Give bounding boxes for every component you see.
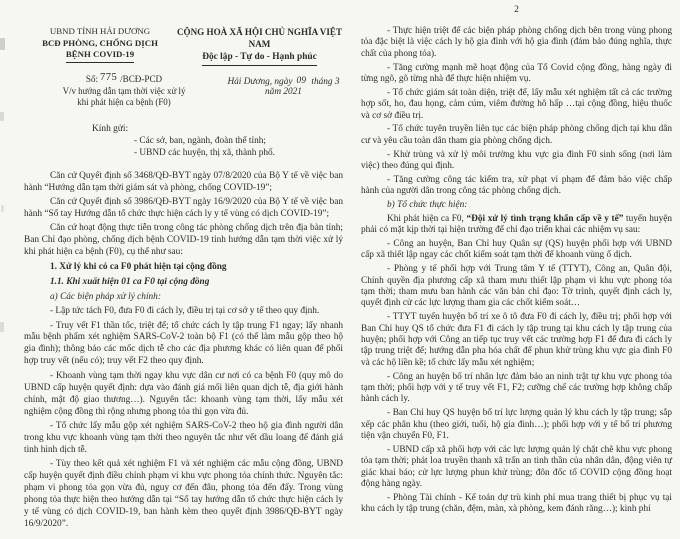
- dateline-day-handwritten: 09: [296, 75, 307, 86]
- paragraph: - Lập tức tách F0, đưa F0 đi cách ly, điều trị tại cơ sở y tế theo quy định.: [50, 306, 320, 317]
- recipients-block: [134, 135, 343, 160]
- doc-subject-line1: V/v hướng dẫn tạm thời việc xử lý: [62, 86, 186, 97]
- national-motto: CỘNG HOÀ XÃ HỘI CHỦ NGHĨA VIỆT NAM: [176, 27, 343, 50]
- scan-artifact: [0, 112, 4, 121]
- paragraph-text: tuyến huyện phải có mặt kịp thời tại hiện trường để chỉ đạo triển khai các nhiệm vụ sau:: [361, 213, 672, 236]
- paragraph: - Tổ chức tuyên truyền liên tục các biện pháp phòng chống dịch tại khu dân cư và yêu cầu toàn dân tham gia phòng chống dịch.: [361, 124, 672, 146]
- page-2: [361, 4, 672, 518]
- paragraph: - Tổ chức lấy mẫu gộp xét nghiệm SARS-CoV-2 theo hộ gia đình người dân trong khu vực khoanh vùng tạm thời theo nguyên tắc như vết dầu loang để đánh giá tình hình dịch tễ.: [24, 421, 343, 455]
- paragraph: [361, 214, 672, 237]
- dateline-prefix: Hải Dương, ngày: [227, 76, 293, 87]
- salutation-label: Kính gửi:: [92, 123, 129, 134]
- paragraph-text: Khi phát hiện ca F0,: [387, 213, 467, 224]
- paragraph: - UBND cấp xã phối hợp với các lực lượng quản lý chặt chẽ khu vực phong tỏa tạm thời; phát loa truyền thanh xã trấn an tinh thần của nhân dân, động viên tự giác khai báo; cử lực lượng phun khử trùng; đôn đốc tổ COVID cộng đồng hoạt động hàng ngày.: [361, 444, 672, 490]
- paragraph: - Công an huyện bố trí nhân lực đảm bảo an ninh trật tự khu vực phong tỏa tạm thời; phối hợp với y tế truy vết F1, F2; cưỡng chế các trường hợp không chấp hành cách ly.: [361, 371, 672, 405]
- org-name-line3: [24, 49, 176, 63]
- doc-subject-line2: khi phát hiện ca bệnh (F0): [77, 97, 171, 108]
- national-slogan: [176, 50, 343, 65]
- scan-artifact: [1, 205, 4, 212]
- page2-body: [361, 26, 672, 516]
- paragraph: - Công an huyện, Ban Chỉ huy Quân sự (QS) huyện phối hợp với UBND cấp xã thiết lập ngay các chốt kiểm soát tạm thời để khoanh vùng ổ dịch.: [361, 239, 672, 261]
- national-header-block: [176, 26, 343, 66]
- issuing-org-block: [24, 26, 176, 63]
- page-number: 2: [514, 4, 519, 15]
- paragraph: Căn cứ Quyết định số 3468/QĐ-BYT ngày 07/8/2020 của Bộ Y tế về việc ban hành “Hướng dẫn tạm thời giám sát và phòng, chống COVID-19”;: [24, 170, 343, 193]
- dateline: [224, 74, 343, 109]
- org-name-underlined-text: BỆNH COVID-19: [66, 49, 134, 63]
- paragraph: - TTYT tuyến huyện bố trí xe ô tô đưa F0 đi cách ly, điều trị; phối hợp với Ban Chỉ huy QS tổ chức đưa F1 đi cách ly tập trung tại khu cách ly tập trung của huyện; phối hợp với Công an tiếp tục truy vết các trường hợp F1 để đưa đi cách ly tập trung triệt để; hướng dẫn pha hóa chất để phun khử trùng khu vực gia đình F0 và các hộ liền kề; tổ chức lấy mẫu xét nghiệm;: [361, 312, 672, 368]
- paragraph: Căn cứ hoạt động thực tiễn trong công tác phòng chống dịch trên địa bàn tỉnh; Ban Chỉ đạo phòng, chống dịch bệnh COVID-19 tỉnh hướng dẫn tạm thời việc xử lý khi phát hiện ca bệnh (F0), cụ thể như sau:: [24, 223, 343, 258]
- paragraph: Căn cứ Quyết định số 3986/QĐ-BYT ngày 16/9/2020 của Bộ Y tế về việc ban hành “Sổ tay Hướng dẫn tổ chức thực hiện cách ly y tế vùng có dịch COVID-19”;: [24, 197, 343, 219]
- paragraph: - Tăng cường mạnh mẽ hoạt động của Tổ Covid cộng đồng, hàng ngày đi từng ngõ, gõ từng nhà để thực hiện nhiệm vụ.: [361, 62, 672, 85]
- paragraph: 1. Xử lý khi có ca F0 phát hiện tại cộng đồng: [50, 262, 227, 273]
- reference-row: [24, 71, 343, 109]
- doc-number-value-handwritten: 775: [100, 71, 118, 83]
- page-1: [24, 26, 343, 533]
- scan-artifact: [0, 322, 4, 332]
- scan-artifact: [0, 38, 5, 50]
- paragraph: a) Các biện pháp xử lý chính:: [50, 291, 161, 302]
- paragraph: 1.1. Khi xuất hiện 01 ca F0 tại cộng đồng: [50, 277, 210, 288]
- paragraph: - Tăng cường công tác kiểm tra, xử phạt vi phạm để đảm bảo việc chấp hành của người dân trong công tác phòng chống dịch.: [361, 174, 672, 197]
- document-header: [24, 26, 343, 66]
- paragraph: - Truy vết F1 thần tốc, triệt để; tổ chức cách ly tập trung F1 ngay; lấy nhanh mẫu bệnh phẩm xét nghiệm SARS-CoV-2 toàn bộ F1 (có thể làm mẫu gộp theo hộ gia đình); thông báo các mốc dịch tễ cho các địa phương khác có liên quan để phối hợp truy vết (nếu có); truy vết F2 theo quy định.: [24, 320, 343, 367]
- doc-reference-block: [24, 71, 224, 109]
- dateline-suffix: tháng 3 năm 2021: [265, 76, 340, 97]
- org-name-line2: BCĐ PHÒNG, CHỐNG DỊCH: [42, 37, 158, 48]
- page1-body: [24, 171, 343, 531]
- paragraph: b) Tổ chức thực hiện:: [387, 200, 468, 211]
- emphasis-bold-text: “Đội xử lý tình trạng khẩn cấp về y tế”: [466, 213, 624, 224]
- paragraph: - Tùy theo kết quả xét nghiệm F1 và xét nghiệm các mẫu cộng đồng, UBND cấp huyện quyết định điều chỉnh phạm vi khu vực phong tỏa chính thức. Nguyên tắc: phạm vi phong tỏa gọn vừa đủ, nguy cơ đến đâu, phong tỏa đến đấy. Trong vùng phong tỏa thực hiện theo hướng dẫn tại “Sổ tay hướng dẫn tổ chức thực hiện cách ly y tế vùng có dịch COVID-19, ban hành kèm theo quyết định 3986/QĐ-BYT ngày 16/9/2020”.: [24, 459, 343, 529]
- doc-number-suffix: /BCĐ-PCD: [120, 73, 163, 84]
- recipient-line: - Các sở, ban, ngành, đoàn thể tỉnh;: [134, 135, 266, 146]
- paragraph: - Thực hiện triệt để các biện pháp phòng chống dịch bên trong vùng phong tỏa đặc biệt là việc cách ly hộ gia đình với hộ gia đình (đảm bảo đúng nghĩa, thực chất của phong tỏa).: [361, 26, 672, 59]
- national-slogan-underlined-text: Độc lập - Tự do - Hạnh phúc: [202, 51, 317, 65]
- doc-number-line: [24, 71, 224, 85]
- paragraph: - Khoanh vùng tạm thời ngay khu vực dân cư nơi có ca bệnh F0 (quy mô do UBND cấp huyện quyết định: dựa vào đánh giá mối liên quan dịch tễ, địa giới hành chính, mật độ giao thương…). Nguyên tắc: khoanh vùng tạm thời, lấy mẫu xét nghiệm cộng đồng thì rộng nhưng phong tỏa thì gọn vừa đủ.: [24, 370, 343, 417]
- org-name-line1: UBND TỈNH HẢI DƯƠNG: [49, 26, 151, 36]
- paragraph: - Phòng y tế phối hợp với Trung tâm Y tế (TTYT), Công an, Quân đội, Chính quyền địa phương cấp xã tham mưu thiết lập phạm vi khu vực phong tỏa tạm thời; tham mưu ban hành các văn bản chỉ đạo: Tờ trình, quyết định cách ly, quyết định cử các lực lượng tham gia các chốt kiểm soát…: [361, 264, 672, 309]
- paragraph: - Phòng Tài chính - Kế toán dự trù kinh phí mua trang thiết bị phục vụ tại khu cách ly tập trung (chăn, đệm, màn, xà phòng, kem đánh răng…); kinh phí: [361, 492, 672, 515]
- recipient-line: - UBND các huyện, thị xã, thành phố.: [134, 148, 275, 159]
- paragraph: - Khử trùng và xử lý môi trường khu vực gia đình F0 sinh sống (nơi làm việc) theo đúng qui định.: [361, 149, 672, 172]
- paragraph: - Tổ chức giám sát toàn diện, triệt để, lấy mẫu xét nghiệm tất cả các trường hợp sốt, ho, đau họng, cảm cúm, viêm đường hô hấp …tại cộng đồng, hiệu thuốc và cơ sở điều trị.: [361, 87, 672, 121]
- doc-number-label: Số:: [85, 73, 99, 84]
- paragraph: - Ban Chỉ huy QS huyện bố trí lực lượng quản lý khu cách ly tập trung; sắp xếp các phân khu (theo giới, tuổi, hộ gia đình…); phối hợp với y tế bố trí phương tiện vận chuyển F0, F1.: [361, 408, 672, 442]
